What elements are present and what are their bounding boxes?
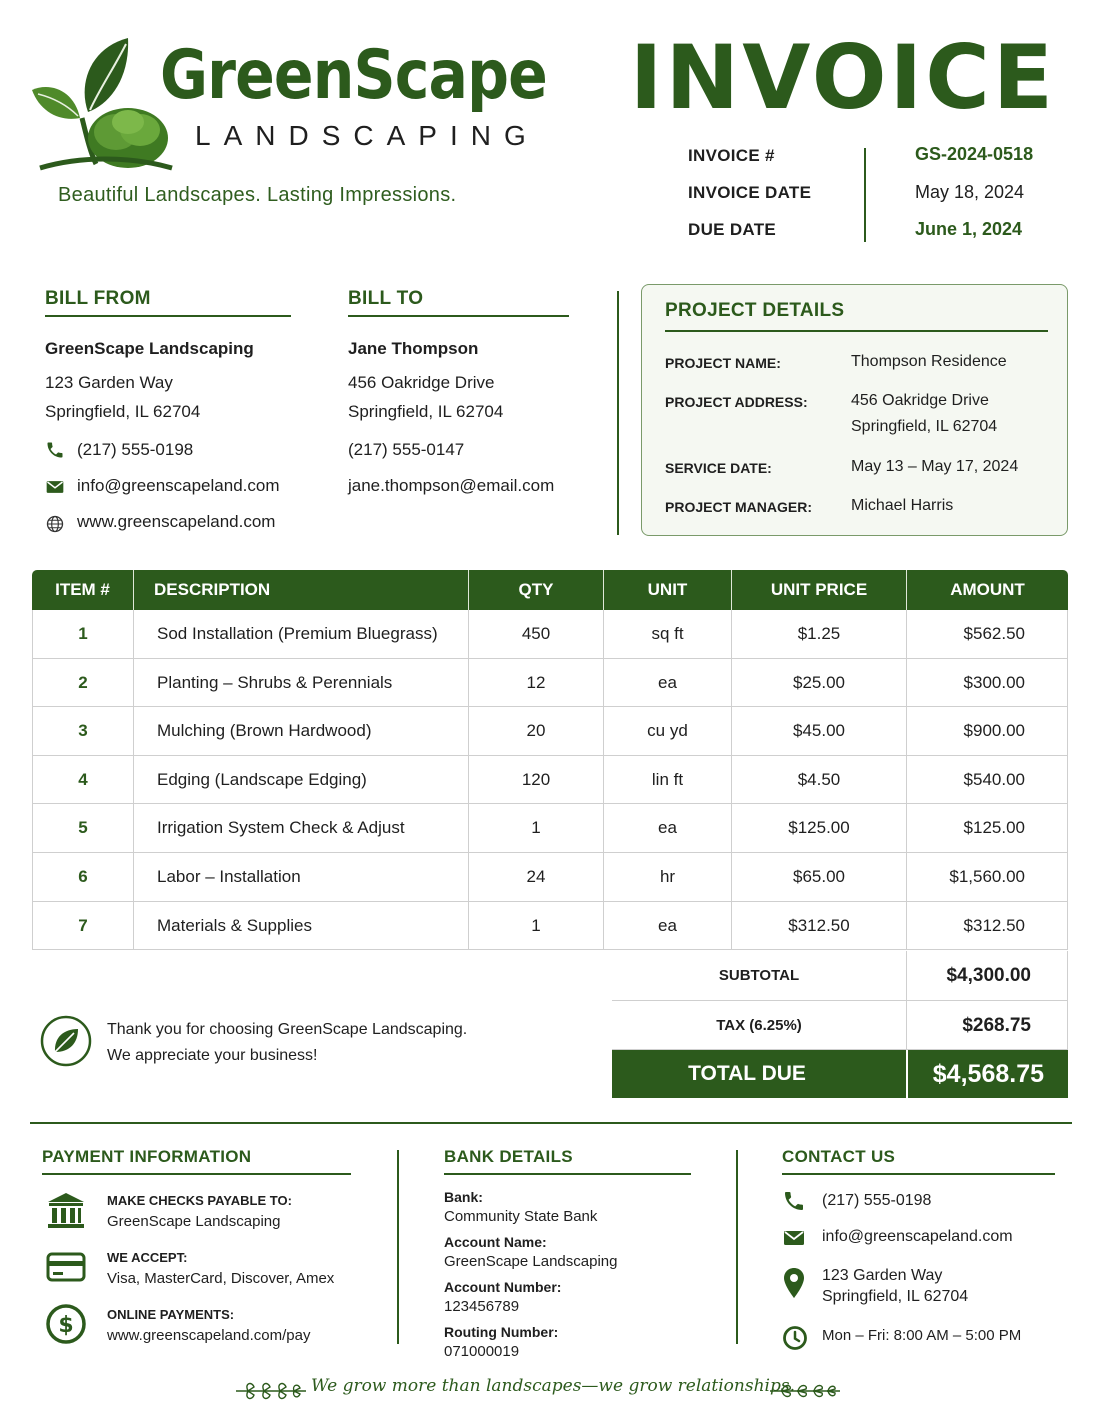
service-date-label: SERVICE DATE: <box>665 460 772 476</box>
email-icon <box>45 477 65 497</box>
cell-unit: ea <box>603 902 731 950</box>
cell-unit-price: $65.00 <box>731 853 906 901</box>
thank-you-line2: We appreciate your business! <box>107 1047 318 1064</box>
bill-from-email[interactable]: info@greenscapeland.com <box>77 476 280 495</box>
bill-from-website[interactable]: www.greenscapeland.com <box>77 512 276 531</box>
cell-qty: 120 <box>468 756 603 804</box>
table-row <box>32 707 1068 756</box>
column-divider <box>617 291 619 535</box>
divider <box>665 330 1048 332</box>
col-header-item: ITEM # <box>55 580 110 599</box>
project-address-line2: Springfield, IL 62704 <box>851 418 998 435</box>
divider <box>782 1173 1055 1175</box>
contact-us <box>782 1147 1055 1352</box>
cell-description: Sod Installation (Premium Bluegrass) <box>133 610 468 658</box>
motto-text: We grow more than landscapes—we grow relationships. <box>311 1376 795 1396</box>
credit-card-icon <box>44 1246 88 1290</box>
cell-item: 6 <box>78 866 88 886</box>
thank-you-line1: Thank you for choosing GreenScape Landscaping. <box>107 1021 468 1038</box>
invoice-meta <box>688 144 1068 244</box>
invoice-number-value: GS-2024-0518 <box>915 144 1034 164</box>
contact-address2: Springfield, IL 62704 <box>822 1288 969 1305</box>
account-name-label: Account Name: <box>444 1234 547 1250</box>
company-logo <box>30 34 547 174</box>
bill-to-address2: Springfield, IL 62704 <box>348 402 504 421</box>
line-items-table <box>32 570 1068 950</box>
footer-column-divider <box>736 1150 738 1344</box>
logo-leaf-icon <box>30 34 180 174</box>
cell-unit-price: $4.50 <box>731 756 906 804</box>
table-row <box>32 804 1068 853</box>
table-header <box>32 570 1068 610</box>
meta-divider <box>864 148 866 242</box>
project-details-heading: PROJECT DETAILS <box>665 300 845 321</box>
bank-heading: BANK DETAILS <box>444 1147 573 1166</box>
totals-block <box>612 951 1068 1098</box>
cell-unit-price: $125.00 <box>731 804 906 852</box>
invoice-title: INVOICE <box>629 26 1056 129</box>
cell-qty: 1 <box>468 804 603 852</box>
bill-from-address1: 123 Garden Way <box>45 373 173 392</box>
cell-item: 3 <box>78 721 88 741</box>
cell-unit: lin ft <box>603 756 731 804</box>
contact-hours: Mon – Fri: 8:00 AM – 5:00 PM <box>822 1327 1022 1344</box>
bill-from <box>45 288 291 538</box>
col-header-description: DESCRIPTION <box>133 570 468 610</box>
bill-to-address1: 456 Oakridge Drive <box>348 373 495 392</box>
cell-unit-price: $1.25 <box>731 610 906 658</box>
cell-amount: $562.50 <box>906 610 1067 658</box>
cell-unit: ea <box>603 804 731 852</box>
table-row <box>32 659 1068 708</box>
subtotal-label: SUBTOTAL <box>718 967 800 984</box>
subtotal-row <box>612 951 1068 1001</box>
footer-column-divider <box>397 1150 399 1344</box>
bill-to-heading: BILL TO <box>348 288 424 309</box>
account-name-value: GreenScape Landscaping <box>444 1253 618 1270</box>
invoice-date-label: INVOICE DATE <box>688 183 812 202</box>
bank-value: Community State Bank <box>444 1208 598 1225</box>
table-row <box>32 756 1068 805</box>
motto <box>0 1376 1106 1396</box>
accept-label: WE ACCEPT: <box>107 1250 188 1265</box>
leaf-circle-icon <box>40 1015 92 1067</box>
dollar-circle-icon <box>44 1302 88 1346</box>
checks-value: GreenScape Landscaping <box>107 1213 281 1230</box>
invoice-date-value: May 18, 2024 <box>915 182 1025 202</box>
cell-item: 5 <box>78 818 88 838</box>
footer-divider <box>30 1122 1072 1124</box>
bill-from-heading: BILL FROM <box>45 288 151 309</box>
total-due-value: $4,568.75 <box>906 1050 1068 1098</box>
project-details-panel <box>641 284 1068 536</box>
bank-details <box>444 1147 691 1362</box>
cell-item: 1 <box>78 624 88 643</box>
cell-item: 2 <box>78 672 88 692</box>
col-header-unit-price: UNIT PRICE <box>731 570 906 610</box>
cell-amount: $300.00 <box>906 659 1067 707</box>
accept-value: Visa, MasterCard, Discover, Amex <box>107 1270 335 1287</box>
project-name-label: PROJECT NAME: <box>665 355 781 371</box>
project-address-label: PROJECT ADDRESS: <box>665 394 808 410</box>
bill-to-name: Jane Thompson <box>348 339 479 358</box>
cell-description: Labor – Installation <box>133 853 468 901</box>
payment-information <box>42 1147 351 1347</box>
cell-description: Materials & Supplies <box>133 902 468 950</box>
svg-text:$: $ <box>58 1313 74 1338</box>
bill-to <box>348 288 569 508</box>
phone-icon <box>45 440 65 460</box>
tax-value: $268.75 <box>906 1001 1068 1050</box>
col-header-qty: QTY <box>468 570 603 610</box>
cell-description: Irrigation System Check & Adjust <box>133 804 468 852</box>
divider <box>45 315 291 317</box>
cell-amount: $540.00 <box>906 756 1067 804</box>
cell-unit-price: $25.00 <box>731 659 906 707</box>
project-name-value: Thompson Residence <box>851 353 1007 370</box>
tax-label: TAX (6.25%) <box>716 1016 802 1034</box>
brand-subtitle: LANDSCAPING <box>195 120 539 151</box>
cell-description: Mulching (Brown Hardwood) <box>133 707 468 755</box>
account-number-value: 123456789 <box>444 1298 520 1315</box>
divider <box>348 315 569 317</box>
cell-qty: 20 <box>468 707 603 755</box>
table-row <box>32 610 1068 659</box>
due-date-value: June 1, 2024 <box>915 219 1023 239</box>
cell-unit: hr <box>603 853 731 901</box>
brand-name: GreenScape <box>160 36 547 115</box>
col-header-unit: UNIT <box>603 570 731 610</box>
col-header-amount: AMOUNT <box>906 570 1068 610</box>
clock-icon <box>782 1325 808 1351</box>
project-manager-label: PROJECT MANAGER: <box>665 499 813 515</box>
cell-amount: $125.00 <box>906 804 1067 852</box>
table-row <box>32 902 1068 951</box>
cell-item: 7 <box>78 915 88 935</box>
bill-to-phone: (217) 555-0147 <box>348 440 465 459</box>
online-value[interactable]: www.greenscapeland.com/pay <box>107 1327 311 1344</box>
cell-qty: 1 <box>468 902 603 950</box>
contact-email[interactable]: info@greenscapeland.com <box>822 1228 1013 1245</box>
contact-address1: 123 Garden Way <box>822 1267 943 1284</box>
email-icon <box>782 1226 806 1250</box>
invoice-number-label: INVOICE # <box>688 146 775 165</box>
cell-amount: $1,560.00 <box>906 853 1067 901</box>
bill-to-email[interactable]: jane.thompson@email.com <box>348 476 555 495</box>
cell-qty: 24 <box>468 853 603 901</box>
routing-number-label: Routing Number: <box>444 1324 559 1340</box>
location-pin-icon <box>782 1267 806 1299</box>
sprig-icon <box>768 1378 842 1404</box>
contact-phone: (217) 555-0198 <box>822 1192 932 1209</box>
divider <box>444 1173 691 1175</box>
contact-heading: CONTACT US <box>782 1147 896 1166</box>
cell-unit-price: $312.50 <box>731 902 906 950</box>
table-row <box>32 853 1068 902</box>
cell-qty: 450 <box>468 610 603 658</box>
service-date-value: May 13 – May 17, 2024 <box>851 458 1019 475</box>
cell-unit-price: $45.00 <box>731 707 906 755</box>
bank-label: Bank: <box>444 1189 483 1205</box>
checks-label: MAKE CHECKS PAYABLE TO: <box>107 1193 292 1208</box>
cell-unit: sq ft <box>603 610 731 658</box>
bill-from-phone: (217) 555-0198 <box>77 440 194 459</box>
payment-heading: PAYMENT INFORMATION <box>42 1147 252 1166</box>
routing-number-value: 071000019 <box>444 1343 520 1360</box>
online-label: ONLINE PAYMENTS: <box>107 1307 235 1322</box>
cell-qty: 12 <box>468 659 603 707</box>
tagline: Beautiful Landscapes. Lasting Impressions. <box>58 184 457 206</box>
table-body <box>32 610 1068 950</box>
cell-description: Planting – Shrubs & Perennials <box>133 659 468 707</box>
bank-icon <box>44 1189 88 1233</box>
total-due-row <box>612 1050 1068 1098</box>
cell-unit: ea <box>603 659 731 707</box>
project-address-line1: 456 Oakridge Drive <box>851 392 989 409</box>
phone-icon <box>782 1189 806 1213</box>
cell-description: Edging (Landscape Edging) <box>133 756 468 804</box>
bill-from-address2: Springfield, IL 62704 <box>45 402 201 421</box>
due-date-label: DUE DATE <box>688 220 777 239</box>
total-due-label: TOTAL DUE <box>688 1062 806 1085</box>
bill-from-name: GreenScape Landscaping <box>45 339 254 358</box>
globe-icon <box>45 514 65 534</box>
account-number-label: Account Number: <box>444 1279 562 1295</box>
cell-item: 4 <box>78 769 88 789</box>
divider <box>42 1173 351 1175</box>
project-manager-value: Michael Harris <box>851 497 954 514</box>
cell-amount: $900.00 <box>906 707 1067 755</box>
subtotal-value: $4,300.00 <box>906 951 1068 1000</box>
cell-unit: cu yd <box>603 707 731 755</box>
tax-row <box>612 1001 1068 1051</box>
cell-amount: $312.50 <box>906 902 1067 950</box>
